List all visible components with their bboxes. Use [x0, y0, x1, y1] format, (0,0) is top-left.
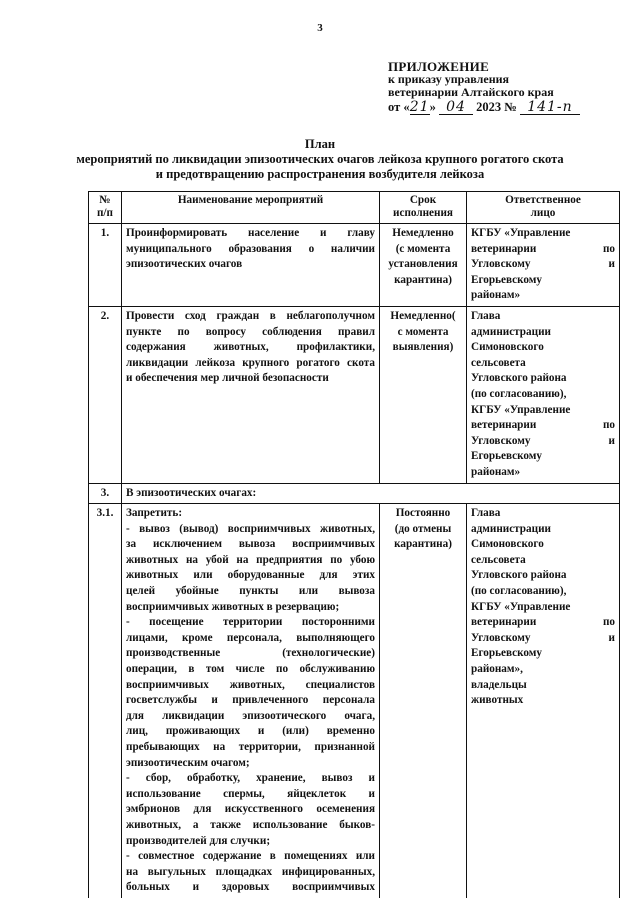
row-responsible — [467, 224, 620, 307]
cell-text-line: администрации — [471, 522, 551, 535]
cell-text-line: Егорьевскому — [471, 647, 542, 660]
row-responsible — [467, 504, 620, 898]
cell-text-line: лицами, кроме персонала, выполняющего — [126, 631, 375, 644]
header-term-line: исполнения — [393, 207, 453, 219]
cell-text-line: ветеринарии по — [471, 242, 615, 255]
plan-title — [0, 137, 640, 182]
cell-text-line: производственные (технологические) — [126, 647, 375, 660]
table-row — [89, 224, 620, 307]
cell-text-line: Угловскому и — [471, 631, 615, 644]
row-responsible — [467, 306, 620, 483]
cell-text-line: карантина) — [394, 538, 452, 551]
date-mid: » — [429, 100, 436, 114]
row-number: 2. — [89, 306, 122, 483]
cell-text-line: (с момента — [395, 242, 451, 255]
cell-text-line: администрации — [471, 325, 551, 338]
cell-text-line: и обеспечения мер личной безопасности — [126, 372, 329, 385]
cell-text-line: использование спермы, яйцеклеток и — [126, 787, 375, 800]
cell-text-line: целей убойные пункты или вывоза — [126, 585, 375, 598]
appendix-header — [388, 60, 618, 115]
appendix-line-2: ветеринарии Алтайского края — [388, 85, 554, 99]
cell-text-line: эпизоотических очагов — [126, 258, 243, 271]
plan-title-line-3: и предотвращению распространения возбудителя лейкоза — [155, 167, 485, 181]
header-term-line: Срок — [409, 194, 437, 206]
header-num-line: № — [99, 194, 111, 206]
cell-text-line: районам» — [471, 465, 521, 478]
date-prefix: от « — [388, 100, 410, 114]
row-measure — [122, 306, 380, 483]
cell-text-line: Проинформировать население и главу — [126, 227, 375, 239]
cell-text-line: Угловскому и — [471, 434, 615, 447]
plan-title-line-2: мероприятий по ликвидации эпизоотических очагов лейкоза крупного рогатого скота — [76, 152, 564, 166]
table-row — [89, 483, 620, 504]
cell-text-line: Угловского района — [471, 569, 567, 582]
row-measure — [122, 224, 380, 307]
row-term — [380, 306, 467, 483]
cell-text-line: на выгульных площадках инфицированных, — [126, 865, 375, 878]
cell-text-line: Симоновского — [471, 538, 544, 551]
table-row — [89, 306, 620, 483]
cell-text-line: Симоновского — [471, 341, 544, 354]
cell-text-line: пункте по вопросу соблюдения правил — [126, 325, 375, 338]
cell-text-line: районам», — [471, 663, 523, 676]
cell-text-line: - посещение территории посторонними — [126, 616, 375, 629]
measures-table — [88, 191, 620, 898]
cell-text-line: Егорьевскому — [471, 450, 542, 463]
row-number: 3. — [89, 483, 122, 504]
cell-text-line: (по согласованию), — [471, 585, 567, 598]
cell-text-line: животных на убой на предприятия по убою — [126, 553, 375, 566]
cell-text-line: восприимчивых животных, специалистов — [126, 678, 375, 691]
cell-text-line: районам» — [471, 289, 521, 302]
cell-text-line: КГБУ «Управление — [471, 403, 571, 416]
row-number: 3.1. — [89, 504, 122, 898]
cell-text-line: Угловского района — [471, 372, 567, 385]
cell-text-line: животных — [471, 694, 524, 707]
cell-text-line: владельцы — [471, 678, 527, 691]
cell-text-line: - сбор, обработку, хранение, вывоз и — [126, 772, 375, 785]
cell-text-line: операции, в том числе по обслуживанию — [126, 663, 375, 676]
cell-text-line: больных и здоровых восприимчивых — [126, 881, 375, 894]
cell-text-line: сельсовета — [471, 356, 526, 369]
appendix-title: ПРИЛОЖЕНИЕ — [388, 59, 490, 74]
cell-text-line: производителей для случки; — [126, 834, 271, 847]
cell-text-line: Глава — [471, 507, 501, 520]
cell-text-line: для ликвидации эпизоотического очага, — [126, 709, 375, 722]
cell-text-line: Егорьевскому — [471, 273, 542, 286]
cell-text-line: Немедленно( — [390, 309, 456, 322]
cell-text-line: сельсовета — [471, 553, 526, 566]
handwritten-order-number: 141-п — [520, 101, 580, 115]
row-measure — [122, 504, 380, 898]
cell-text-line: ликвидации лейкоза крупного рогатого скота — [126, 356, 375, 369]
cell-text-line: установления — [388, 258, 458, 271]
table-header-row — [89, 192, 620, 224]
cell-text-line: эмбрионов для искусственного осеменения — [126, 803, 375, 816]
cell-text-line: Постоянно — [395, 507, 451, 520]
cell-text-line: Провести сход граждан в неблагополучном — [126, 309, 375, 322]
cell-text-line: Запретить: — [126, 507, 183, 520]
appendix-line-1: к приказу управления — [388, 72, 510, 86]
row-section-heading: В эпизоотических очагах: — [122, 483, 620, 504]
plan-title-line-1: План — [304, 137, 336, 151]
cell-text-line: ветеринарии по — [471, 616, 615, 629]
date-year: 2023 № — [476, 100, 517, 114]
cell-text-line: за исключением вывоза восприимчивых — [126, 538, 375, 551]
cell-text-line: животных или оборудованные для этих — [126, 569, 375, 582]
cell-text-line: муниципального образования о наличии — [126, 242, 375, 255]
cell-text-line: (по согласованию), — [471, 387, 567, 400]
cell-text-line: животных, а также использование быков- — [126, 818, 375, 831]
header-name: Наименование мероприятий — [122, 192, 380, 224]
cell-text-line: Глава — [471, 309, 501, 322]
handwritten-day: 21 — [409, 99, 430, 115]
cell-text-line: Угловскому и — [471, 258, 615, 271]
header-num-line: п/п — [96, 207, 113, 219]
cell-text-line: - вывоз (вывод) восприимчивых животных, — [126, 522, 375, 535]
row-number: 1. — [89, 224, 122, 307]
handwritten-month: 04 — [439, 101, 473, 115]
header-num — [89, 192, 122, 224]
header-responsible — [467, 192, 620, 224]
cell-text-line: пребывающих на территории, признанной — [126, 741, 375, 753]
cell-text-line: КГБУ «Управление — [471, 227, 571, 239]
cell-text-line: ветеринарии по — [471, 419, 615, 432]
cell-text-line: с момента — [397, 325, 449, 338]
cell-text-line: выявления) — [392, 341, 454, 354]
header-term — [380, 192, 467, 224]
cell-text-line: карантина) — [394, 273, 452, 286]
table-row — [89, 504, 620, 898]
order-date-line — [388, 101, 618, 115]
page-number: 3 — [317, 22, 323, 34]
cell-text-line: содержания животных, профилактики, — [126, 341, 375, 354]
header-resp-line: Ответственное — [505, 194, 581, 206]
header-resp-line: лицо — [530, 207, 556, 219]
cell-text-line: Немедленно — [392, 227, 454, 239]
cell-text-line: эпизоотическим очагом; — [126, 756, 250, 769]
cell-text-line: - совместное содержание в помещениях или — [126, 850, 375, 863]
cell-text-line: восприимчивых животных в резервацию; — [126, 600, 340, 613]
cell-text-line: (до отмены — [394, 522, 452, 535]
cell-text-line: КГБУ «Управление — [471, 600, 571, 613]
row-term — [380, 224, 467, 307]
row-term — [380, 504, 467, 898]
cell-text-line: госветслужбы и привлеченного персонала — [126, 694, 375, 707]
cell-text-line: лиц, проживающих и (или) временно — [126, 725, 375, 738]
